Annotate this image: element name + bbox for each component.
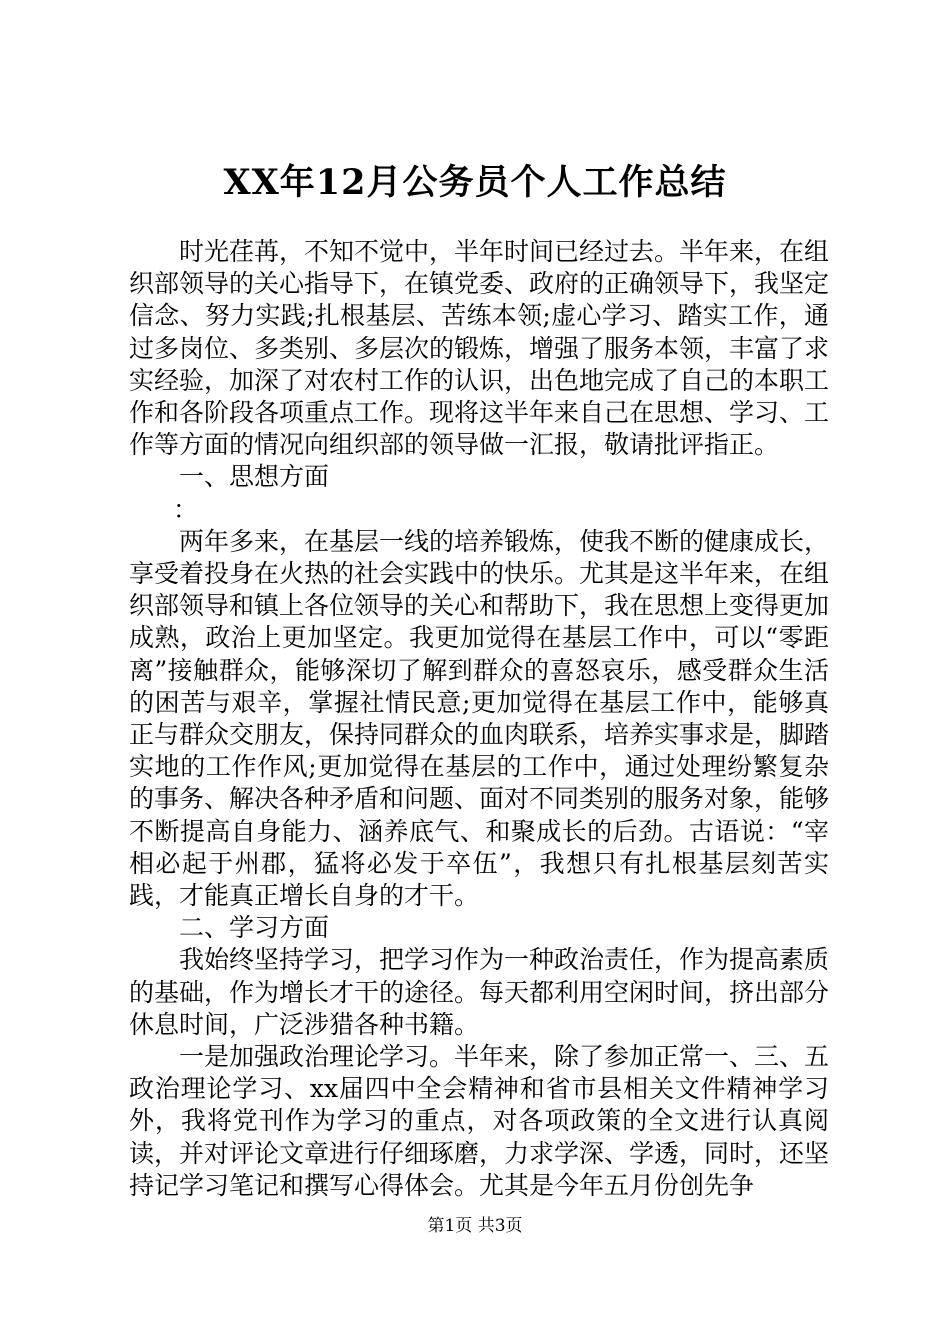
document-body: [129, 236, 829, 1202]
page-footer: 第1页 共3页: [427, 1216, 523, 1236]
section-heading-study: 二、学习方面: [179, 913, 330, 943]
paragraph-study: 我始终坚持学习，把学习作为一种政治责任，作为提高素质的基础，作为增长才干的途径。每天都利用空闲时间，挤出部分休息时间，广泛涉猎各种书籍。: [129, 945, 830, 1039]
paragraph-intro: 时光荏苒，不知不觉中，半年时间已经过去。半年来，在组织部领导的关心指导下，在镇党委、政府的正确领导下，我坚定信念、努力实践;扎根基层、苦练本领;虚心学习、踏实工作，通过多岗位、多类别、多层次的锻炼，增强了服务本领，丰富了求实经验，加深了对农村工作的认识，出色地完成了自己的本职工作和各阶段各项重点工作。现将这半年来自己在思想、学习、工作等方面的情况向组织部的领导做一汇报，敬请批评指正。: [129, 237, 830, 460]
paragraph-thought: 两年多来，在基层一线的培养锻炼，使我不断的健康成长，享受着投身在火热的社会实践中的快乐。尤其是这半年来，在组织部领导和镇上各位领导的关心和帮助下，我在思想上变得更加成熟，政治上更加坚定。我更加觉得在基层工作中，可以“零距离”接触群众，能够深切了解到群众的喜怒哀乐，感受群众生活的困苦与艰辛，掌握社情民意;更加觉得在基层工作中，能够真正与群众交朋友，保持同群众的血肉联系，培养实事求是，脚踏实地的工作作风;更加觉得在基层的工作中，通过处理纷繁复杂的事务、解决各种矛盾和问题、面对不同类别的服务对象，能够不断提高自身能力、涵养底气、和聚成长的后劲。古语说：“宰相必起于州郡，猛将必发于卒伍”，我想只有扎根基层刻苦实践，才能真正增长自身的才干。: [129, 526, 830, 911]
stray-colon: ：: [173, 494, 199, 524]
document-title: XX年12月公务员个人工作总结: [223, 162, 727, 203]
paragraph-political-theory: 一是加强政治理论学习。半年来，除了参加正常一、三、五政治理论学习、xx届四中全会精神和省市县相关文件精神学习外，我将党刊作为学习的重点，对各项政策的全文进行认真阅读，并对评论文章进行仔细琢磨，力求学深、学透，同时，还坚持记学习笔记和撰写心得体会。尤其是今年五月份创先争: [129, 1042, 830, 1200]
section-heading-thought: 一、思想方面: [179, 462, 330, 492]
